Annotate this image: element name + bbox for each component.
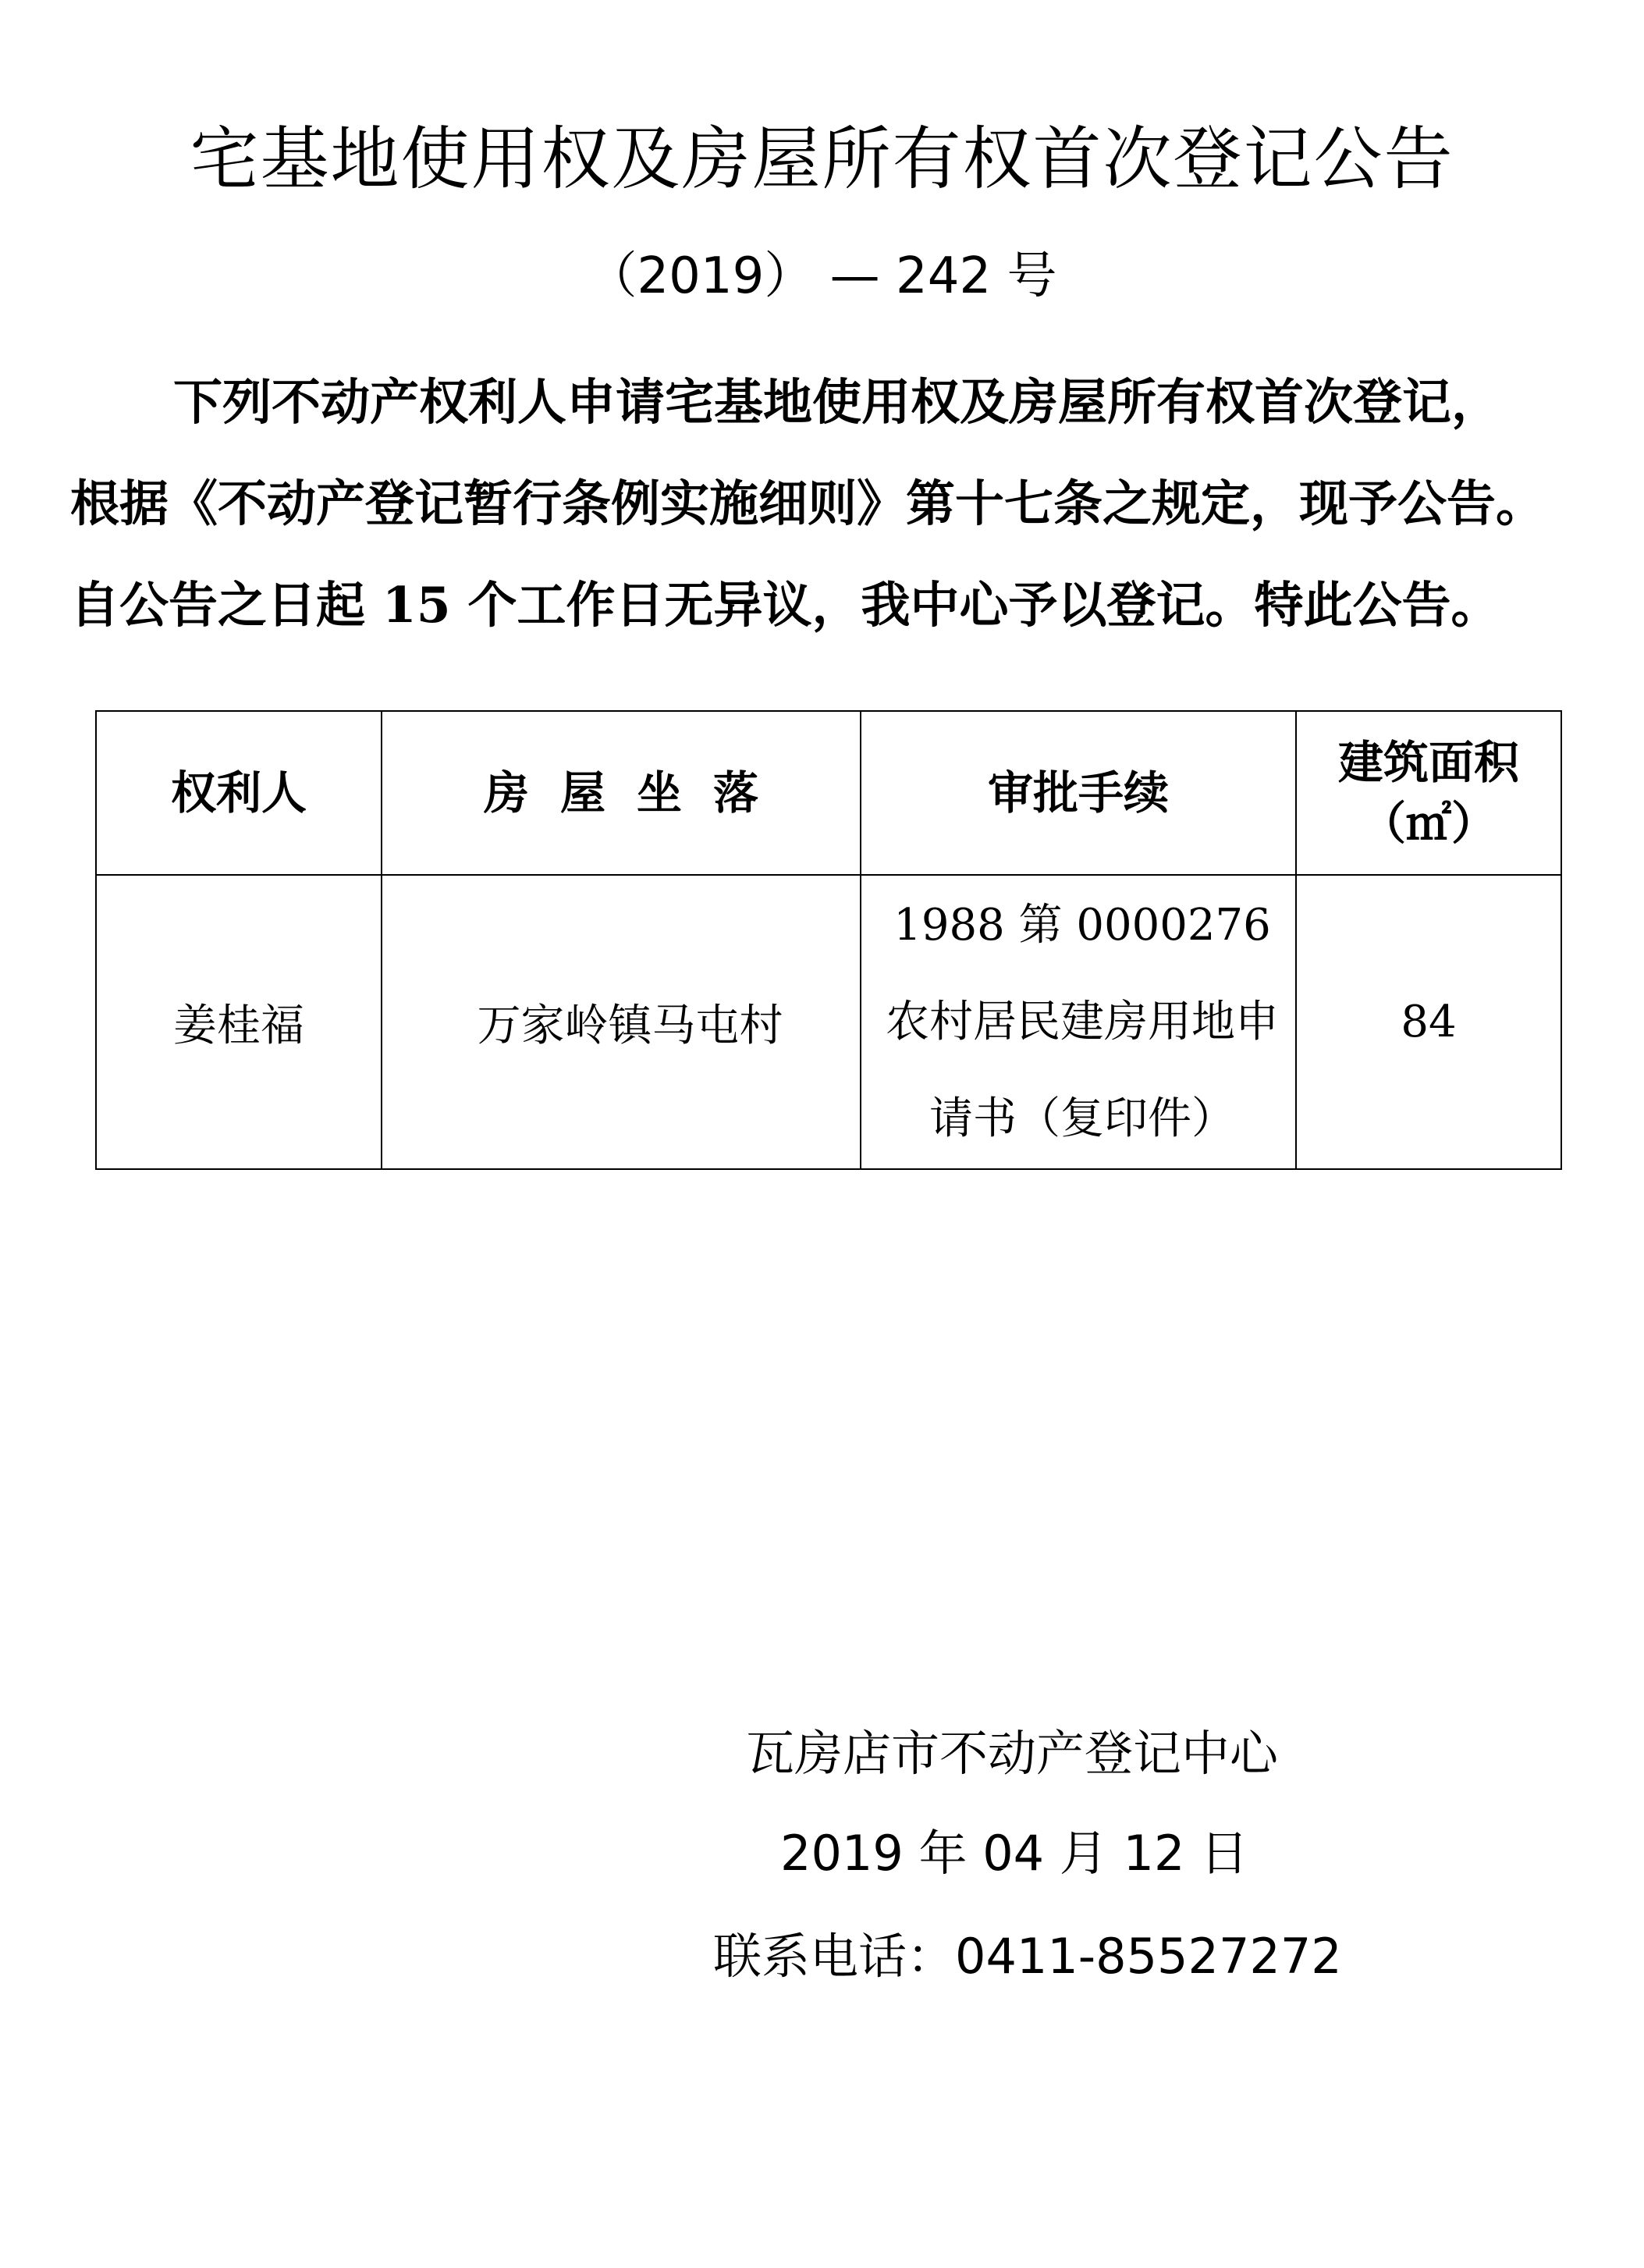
header-approval: 审批手续	[861, 711, 1296, 875]
header-area	[1296, 711, 1561, 875]
header-area-label: 建筑面积	[1337, 735, 1519, 789]
contact-phone: 联系电话：0411-85527272	[713, 1928, 1342, 1985]
issuing-organization: 瓦房店市不动产登记中心	[746, 1725, 1279, 1782]
announcement-body	[70, 351, 1600, 656]
registration-table	[95, 710, 1562, 1170]
document-number: （2019） — 242 号	[587, 247, 1057, 305]
body-line-1: 下列不动产权利人申请宅基地使用权及房屋所有权首次登记，	[173, 373, 1500, 431]
header-location: 房屋坐落	[382, 711, 861, 875]
header-holder: 权利人	[96, 711, 382, 875]
header-area-unit: （㎡）	[1360, 797, 1497, 850]
cell-area: 84	[1296, 875, 1561, 1169]
table-header-row	[96, 711, 1561, 875]
cell-location: 万家岭镇马屯村	[382, 875, 861, 1169]
announcement-title: 宅基地使用权及房屋所有权首次登记公告	[190, 119, 1454, 199]
cell-holder: 姜桂福	[96, 875, 382, 1169]
body-line-2: 根据《不动产登记暂行条例实施细则》第十七条之规定，现予公告。	[70, 475, 1545, 532]
body-line-3: 自公告之日起 15 个工作日无异议，我中心予以登记。特此公告。	[70, 576, 1500, 634]
table-row	[96, 875, 1561, 1169]
issue-date: 2019 年 04 月 12 日	[780, 1825, 1249, 1882]
cell-approval: 1988 第 0000276 农村居民建房用地申请书（复印件）	[861, 875, 1296, 1169]
